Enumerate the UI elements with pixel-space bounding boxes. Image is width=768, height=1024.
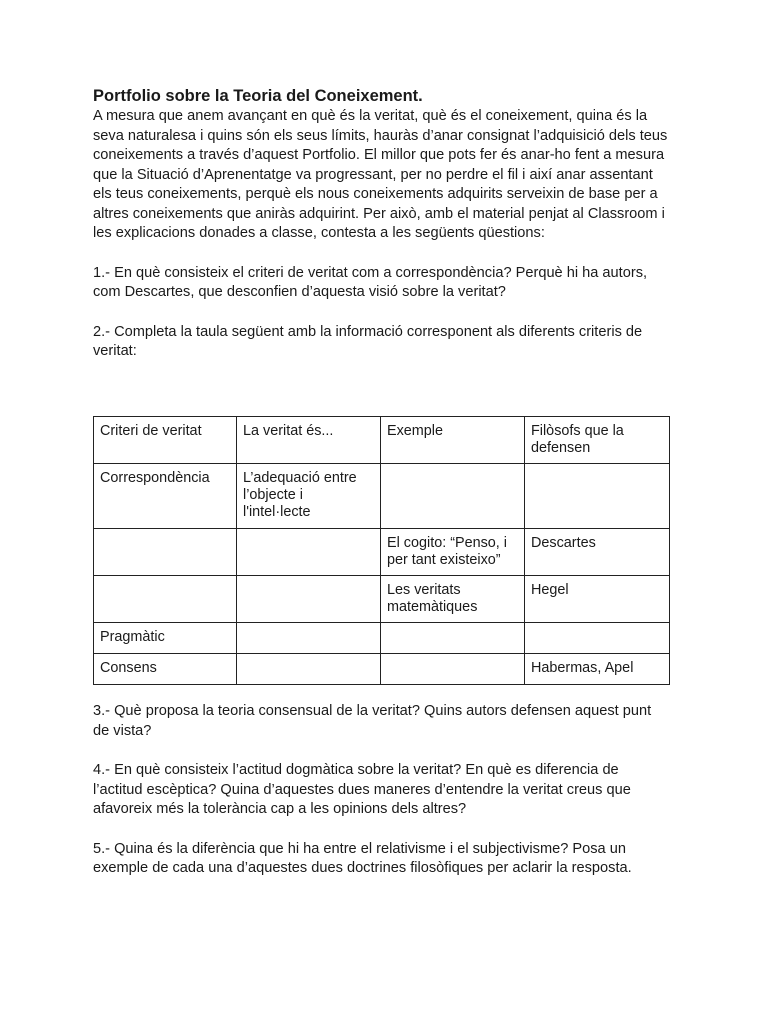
question-2: 2.- Completa la taula següent amb la informació corresponent als diferents criteris de veritat:: [93, 323, 643, 359]
table-header-cell: Exemple: [381, 417, 525, 464]
table-cell: [94, 529, 237, 576]
question-3: 3.- Què proposa la teoria consensual de la veritat? Quins autors defensen aquest punt de vista?: [93, 703, 652, 739]
table-cell: Les veritats matemàtiques: [381, 576, 525, 623]
table-header-cell: Filòsofs que la defensen: [525, 417, 670, 464]
table-header-cell: Criteri de veritat: [94, 417, 237, 464]
table-row: [94, 654, 670, 685]
table-cell: [237, 576, 381, 623]
question-4: 4.- En què consisteix l’actitud dogmàtica sobre la veritat? En què es diferencia de l’actitud escèptica? Quina d’aquestes dues maneres d’entendre la veritat creus que afavoreix més la tolerància cap a les opinions dels altres?: [93, 762, 631, 817]
table-cell: [237, 623, 381, 654]
table-cell: [381, 464, 525, 529]
table-cell: [94, 576, 237, 623]
table-cell: El cogito: “Penso, i per tant existeixo”: [381, 529, 525, 576]
table-cell: [381, 623, 525, 654]
document-title: Portfolio sobre la Teoria del Coneixement.: [93, 87, 423, 105]
table-cell: Consens: [94, 654, 237, 685]
table-cell: [525, 464, 670, 529]
table-row: [94, 529, 670, 576]
question-1: 1.- En què consisteix el criteri de veritat com a correspondència? Perquè hi ha autors, com Descartes, que desconfien d’aquesta visió sobre la veritat?: [93, 264, 648, 300]
table-cell: Correspondència: [94, 464, 237, 529]
truth-criteria-table: [93, 416, 670, 685]
table-row: [94, 464, 670, 529]
table-cell: Hegel: [525, 576, 670, 623]
table-cell: Pragmàtic: [94, 623, 237, 654]
table-row: [94, 623, 670, 654]
table-cell: [381, 654, 525, 685]
table-cell: L’adequació entre l’objecte i l'intel·lecte: [237, 464, 381, 529]
document-page: [93, 86, 671, 876]
table-cell: Habermas, Apel: [525, 654, 670, 685]
table-cell: [237, 654, 381, 685]
question-5: 5.- Quina és la diferència que hi ha entre el relativisme i el subjectivisme? Posa un exemple de cada una d’aquestes dues doctrines filosòfiques per aclarir la resposta.: [93, 840, 632, 876]
table-row: [94, 576, 670, 623]
table-cell: [525, 623, 670, 654]
table-cell: Descartes: [525, 529, 670, 576]
remaining-questions: [93, 702, 671, 879]
table-header-cell: La veritat és...: [237, 417, 381, 464]
table-header-row: [94, 417, 670, 464]
intro-paragraph: A mesura que anem avançant en què és la veritat, què és el coneixement, quina és la seva naturalesa i quins són els seus límits, hauràs d’anar consignat l’adquisició dels teus coneixements a través d’aquest Portfolio. El millor que pots fer és anar-ho fent a mesura que la Situació d’Aprenentatge va progressant, per no perdre el fil i així anar assentant els teus coneixements, perquè els nous coneixements adquirits serveixin de base per a altres coneixements que aniràs adquirint. Per això, amb el material penjat al Classroom i les explicacions donades a classe, contesta a les següents qüestions:: [93, 108, 668, 241]
table-cell: [237, 529, 381, 576]
